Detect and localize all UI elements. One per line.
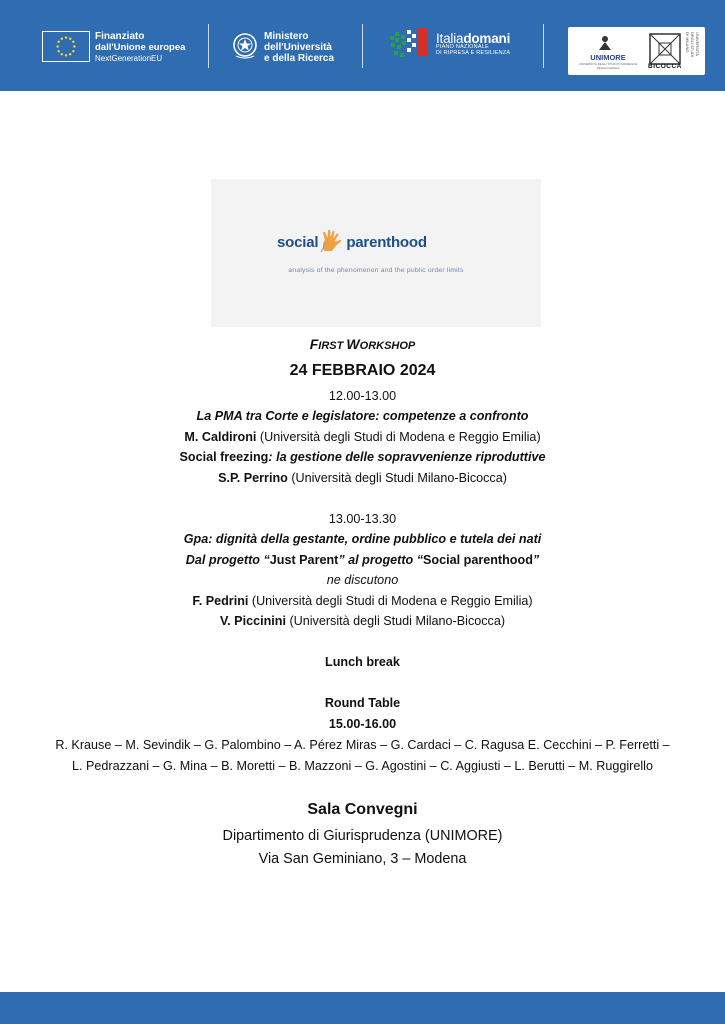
ministry-line2: dell'Università — [264, 42, 332, 53]
ministry-line3: e della Ricerca — [264, 53, 335, 64]
speaker-name: M. Caldironi — [184, 430, 257, 444]
t2d: Social parenthood — [423, 553, 533, 567]
lunch-break: Lunch break — [325, 655, 400, 669]
ministry-label — [264, 31, 334, 64]
unimore-crest-icon — [596, 33, 614, 51]
ws-f: F — [309, 336, 319, 352]
session1-title: La PMA tra Corte e legislatore: competenze a confronto — [196, 409, 529, 423]
session1-speaker1 — [0, 430, 725, 444]
t2a: Dal progetto “ — [185, 553, 270, 567]
domani-part: domani — [463, 31, 511, 46]
ws-irst: IRST — [318, 340, 347, 352]
project-tagline: analysis of the phenomenon and the public order limits — [288, 267, 464, 274]
eu-line1: Finanziato — [95, 31, 145, 42]
session2-speaker1 — [0, 594, 725, 608]
ws-orkshop: ORKSHOP — [359, 340, 416, 352]
session1-time: 12.00-13.00 — [328, 389, 397, 403]
venue-hall: Sala Convegni — [307, 801, 418, 818]
speaker-affiliation: (Università degli Studi di Modena e Reggio Emilia) — [256, 430, 541, 444]
round-table-participants-2: L. Pedrazzani – G. Mina – B. Moretti – B. Mazzoni – G. Agostini – C. Aggiusti – L. Berutti – M. Ruggirello — [72, 759, 653, 773]
eu-funding-label — [95, 31, 185, 64]
header-divider — [543, 24, 544, 68]
session1-speaker2 — [0, 471, 725, 485]
session2-title2 — [0, 553, 725, 567]
talk2-bold: Social freezing — [179, 450, 269, 464]
eu-flag-icon — [42, 31, 90, 62]
logo-word-parenthood: parenthood — [346, 234, 427, 251]
universities-logo-box — [568, 27, 705, 75]
venue-department: Dipartimento di Giurisprudenza (UNIMORE) — [222, 828, 503, 844]
eu-line2: dall'Unione europea — [95, 42, 186, 53]
italia-part: Italia — [436, 31, 464, 46]
italia-domani-sub2: DI RIPRESA E RESILIENZA — [436, 50, 511, 56]
speaker-affiliation: (Università degli Studi di Modena e Reggio Emilia) — [248, 594, 533, 608]
speaker-name: S.P. Perrino — [218, 471, 288, 485]
project-logo-box — [211, 179, 541, 327]
bicocca-name: BICOCCA — [648, 63, 682, 70]
t2c: ” al progetto “ — [338, 553, 424, 567]
footer-band — [0, 992, 725, 1024]
talk2-rest: : la gestione delle sopravvenienze riproduttive — [268, 450, 546, 464]
ministry-line1: Ministero — [264, 31, 309, 42]
unimore-sub: UNIVERSITÀ DEGLI STUDI DI MODENA E REGGIO EMILIA — [578, 62, 638, 70]
italia-domani-name — [436, 31, 511, 46]
session2-title1: Gpa: dignità della gestante, ordine pubblico e tutela dei nati — [183, 532, 542, 546]
header-divider — [208, 24, 209, 68]
eu-line3: NextGenerationEU — [95, 54, 163, 63]
workshop-title — [0, 336, 725, 352]
logo-word-social: social — [277, 234, 319, 251]
project-logo — [277, 229, 427, 253]
round-table-time: 15.00-16.00 — [328, 717, 397, 731]
republic-emblem-icon — [232, 32, 258, 60]
speaker-affiliation: (Università degli Studi Milano-Bicocca) — [287, 471, 507, 485]
session1-talk2 — [0, 450, 725, 464]
speaker-name: V. Piccinini — [219, 614, 286, 628]
header-band — [0, 0, 725, 91]
italia-domani-label — [436, 31, 511, 56]
event-date: 24 FEBBRAIO 2024 — [289, 362, 436, 379]
round-table-title: Round Table — [324, 696, 401, 710]
round-table-participants-1: R. Krause – M. Sevindik – G. Palombino – A. Pérez Miras – G. Cardaci – C. Ragusa E. Cecchini – P. Ferretti – — [55, 738, 670, 752]
session2-time: 13.00-13.30 — [328, 512, 397, 526]
speaker-name: F. Pedrini — [192, 594, 249, 608]
t2b: Just Parent — [269, 553, 339, 567]
italia-domani-mark-icon — [388, 26, 432, 62]
session2-speaker2 — [0, 614, 725, 628]
italia-domani-sub1: PIANO NAZIONALE — [436, 44, 489, 50]
t2e: ” — [532, 553, 540, 567]
unimore-name: UNIMORE — [590, 53, 626, 62]
bicocca-side-text: UNIVERSITÀ DEGLI STUDI DI MILANO — [685, 32, 700, 58]
venue-address: Via San Geminiano, 3 – Modena — [258, 851, 467, 867]
session2-discussion: ne discutono — [326, 573, 399, 587]
hand-icon — [319, 229, 345, 253]
header-divider — [362, 24, 363, 68]
speaker-affiliation: (Università degli Studi Milano-Bicocca) — [285, 614, 506, 628]
ws-w: W — [346, 336, 360, 352]
